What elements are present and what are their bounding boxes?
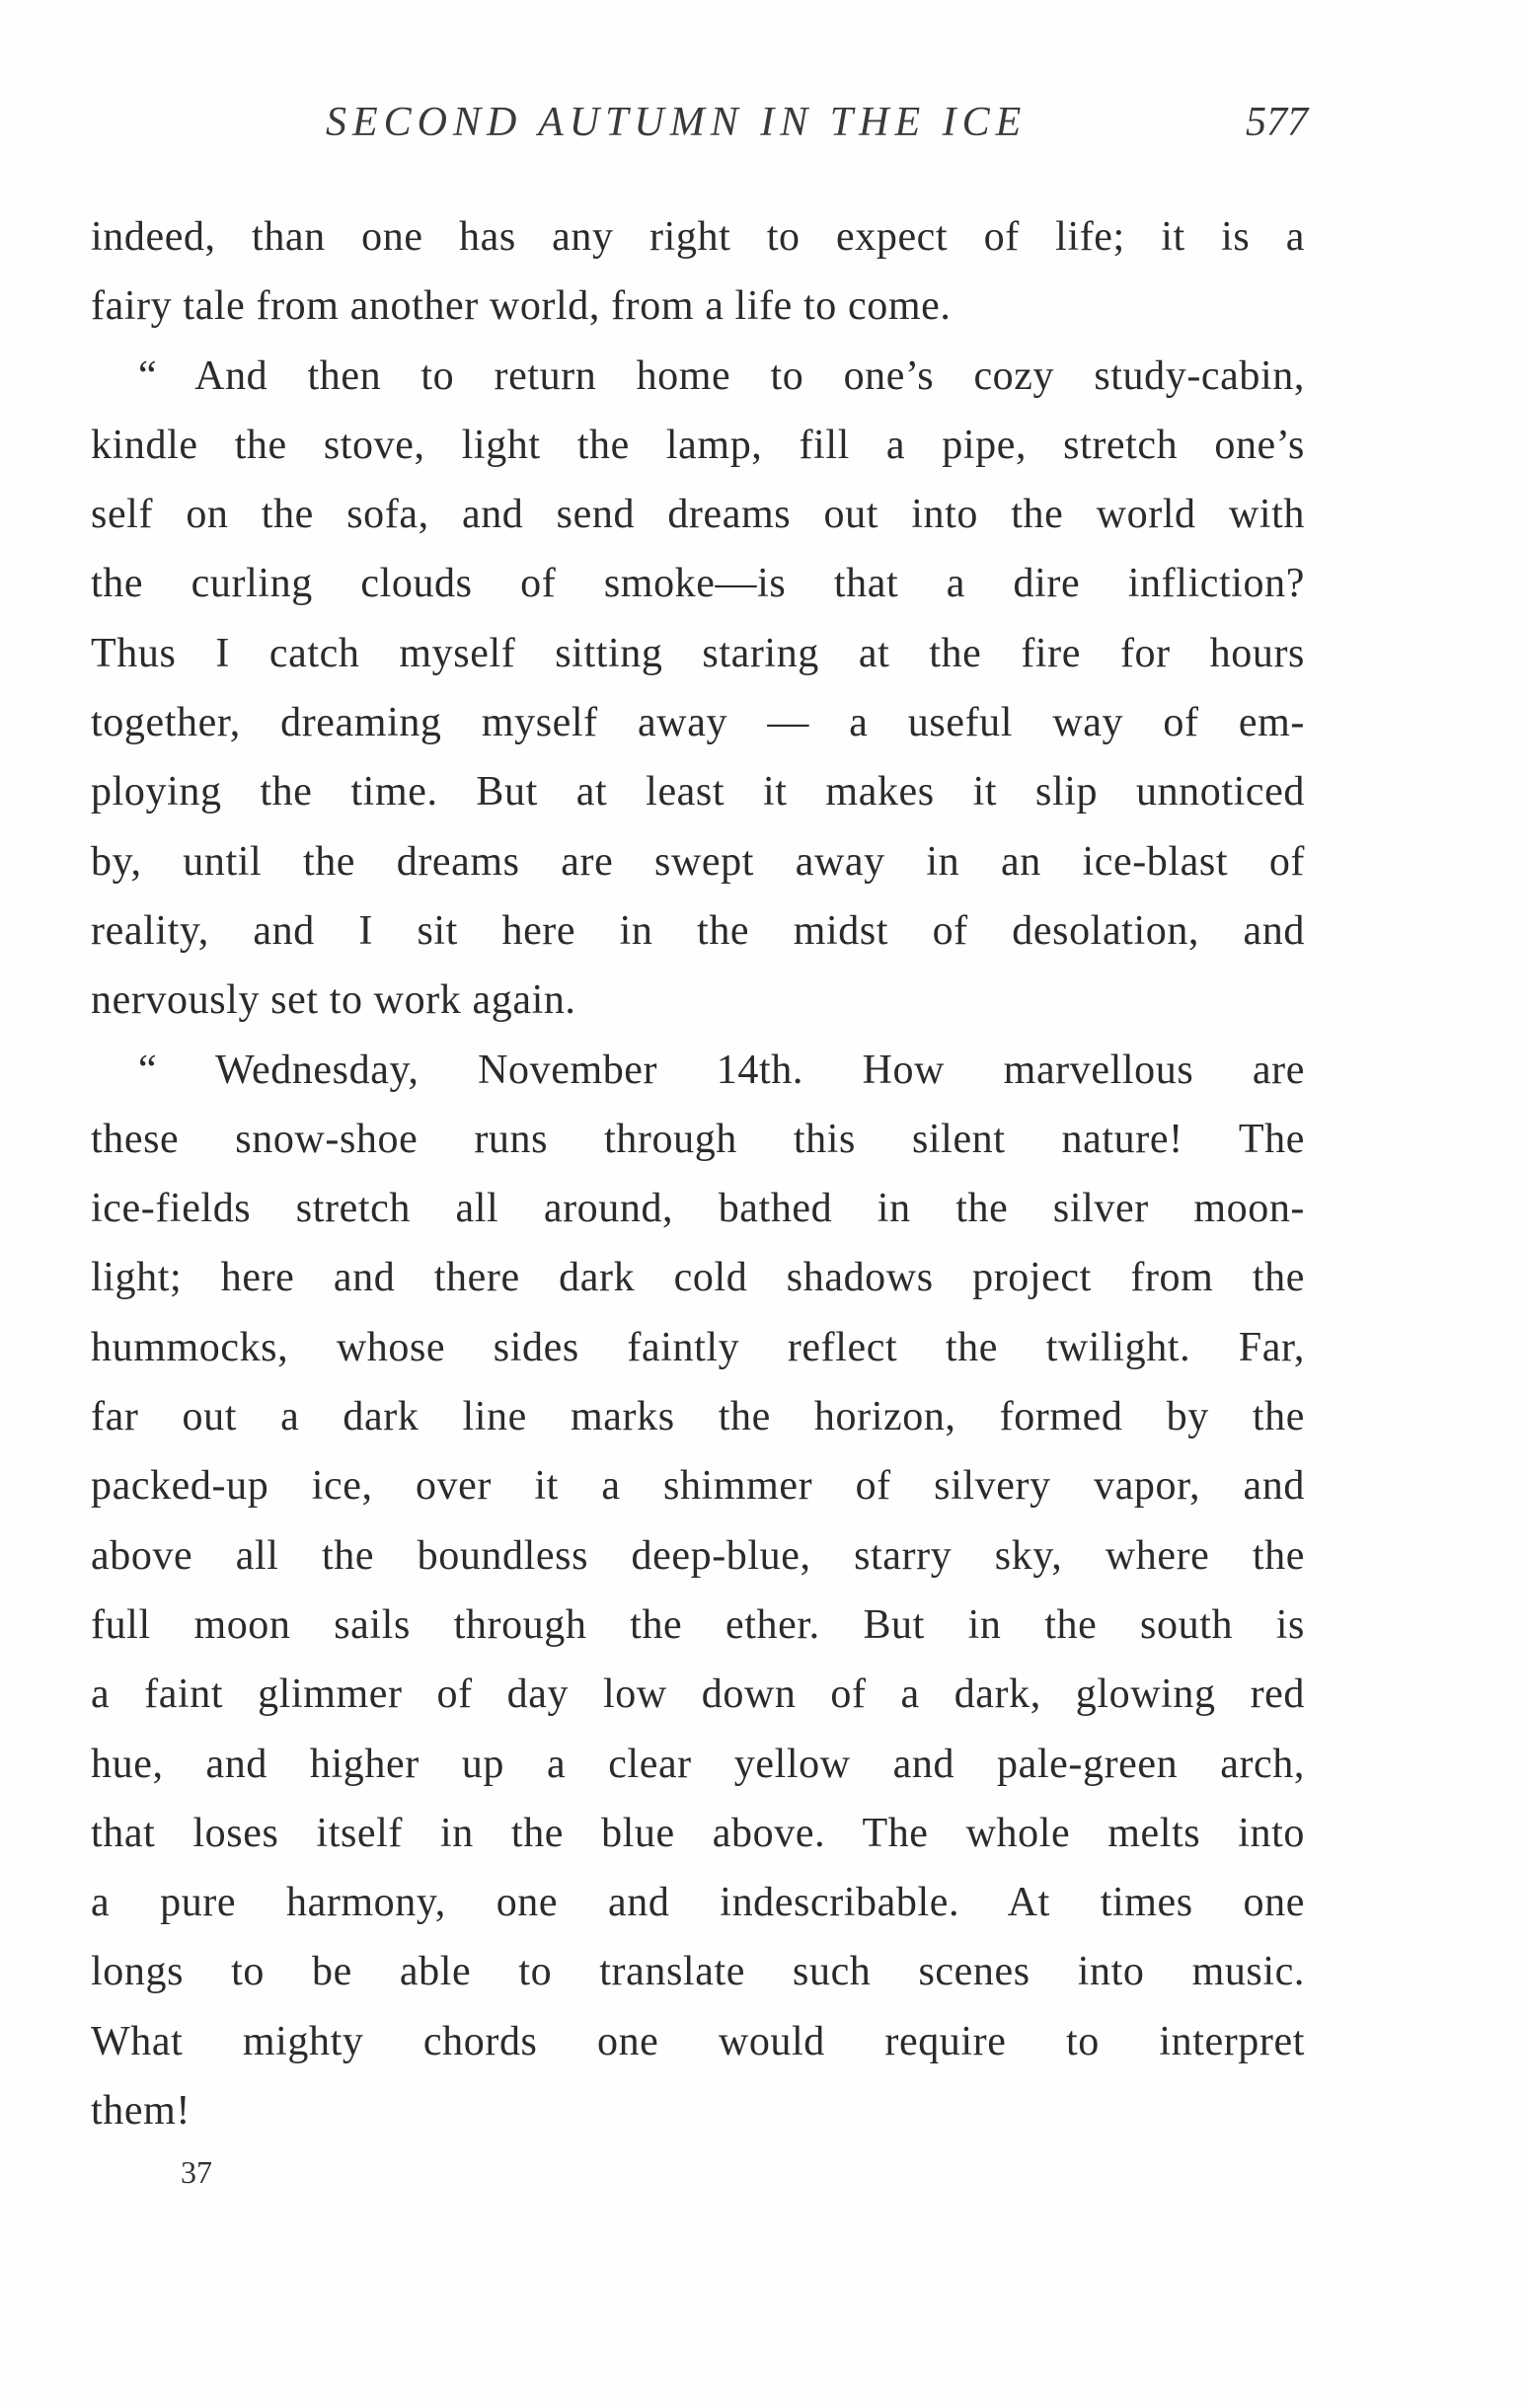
text-line: Thus I catch myself sitting staring at the fire for hours — [91, 630, 1305, 676]
text-line: “ And then to return home to one’s cozy study-cabin, — [138, 352, 1305, 399]
text-line: ice-fields stretch all around, bathed in the silver moon- — [91, 1186, 1305, 1232]
text-line: a pure harmony, one and indescribable. At times one — [91, 1880, 1305, 1926]
text-line: packed-up ice, over it a shimmer of silvery vapor, and — [91, 1463, 1305, 1510]
text-line: by, until the dreams are swept away in an ice-blast of — [91, 838, 1305, 885]
text-line: the curling clouds of smoke—is that a dire infliction? — [91, 561, 1305, 607]
text-line: these snow-shoe runs through this silent nature! The — [91, 1116, 1305, 1162]
text-line: What mighty chords one would require to interpret — [91, 2018, 1305, 2064]
running-title: SECOND AUTUMN IN THE ICE — [326, 100, 1028, 145]
text-line: longs to be able to translate such scenes into music. — [91, 1949, 1305, 1995]
text-line: far out a dark line marks the horizon, formed by the — [91, 1394, 1305, 1440]
text-line: them! — [91, 2088, 191, 2135]
text-line: self on the sofa, and send dreams out into the world with — [91, 492, 1305, 538]
page-number: 577 — [1246, 100, 1308, 145]
text-line: a faint glimmer of day low down of a dark, glowing red — [91, 1671, 1305, 1718]
text-line: reality, and I sit here in the midst of desolation, and — [91, 907, 1305, 954]
text-line: ploying the time. But at least it makes it slip unnoticed — [91, 769, 1305, 816]
text-line: “ Wednesday, November 14th. How marvellous are — [138, 1047, 1305, 1093]
text-line: kindle the stove, light the lamp, fill a pipe, stretch one’s — [91, 422, 1305, 468]
text-line: that loses itself in the blue above. The whole melts into — [91, 1810, 1305, 1856]
text-line: together, dreaming myself away — a useful way of em- — [91, 700, 1305, 746]
body-text — [91, 202, 1305, 2145]
text-line: indeed, than one has any right to expect of life; it is a — [91, 214, 1305, 260]
signature-mark: 37 — [181, 2154, 212, 2190]
text-line: light; here and there dark cold shadows project from the — [91, 1255, 1305, 1301]
text-line: hummocks, whose sides faintly reflect the twilight. Far, — [91, 1324, 1305, 1370]
running-head — [0, 99, 1526, 158]
text-line: full moon sails through the ether. But in the south is — [91, 1601, 1305, 1648]
text-line: hue, and higher up a clear yellow and pale-green arch, — [91, 1741, 1305, 1787]
text-line: fairy tale from another world, from a life to come. — [91, 283, 952, 330]
text-line: above all the boundless deep-blue, starry sky, where the — [91, 1532, 1305, 1579]
text-line: nervously set to work again. — [91, 977, 576, 1024]
